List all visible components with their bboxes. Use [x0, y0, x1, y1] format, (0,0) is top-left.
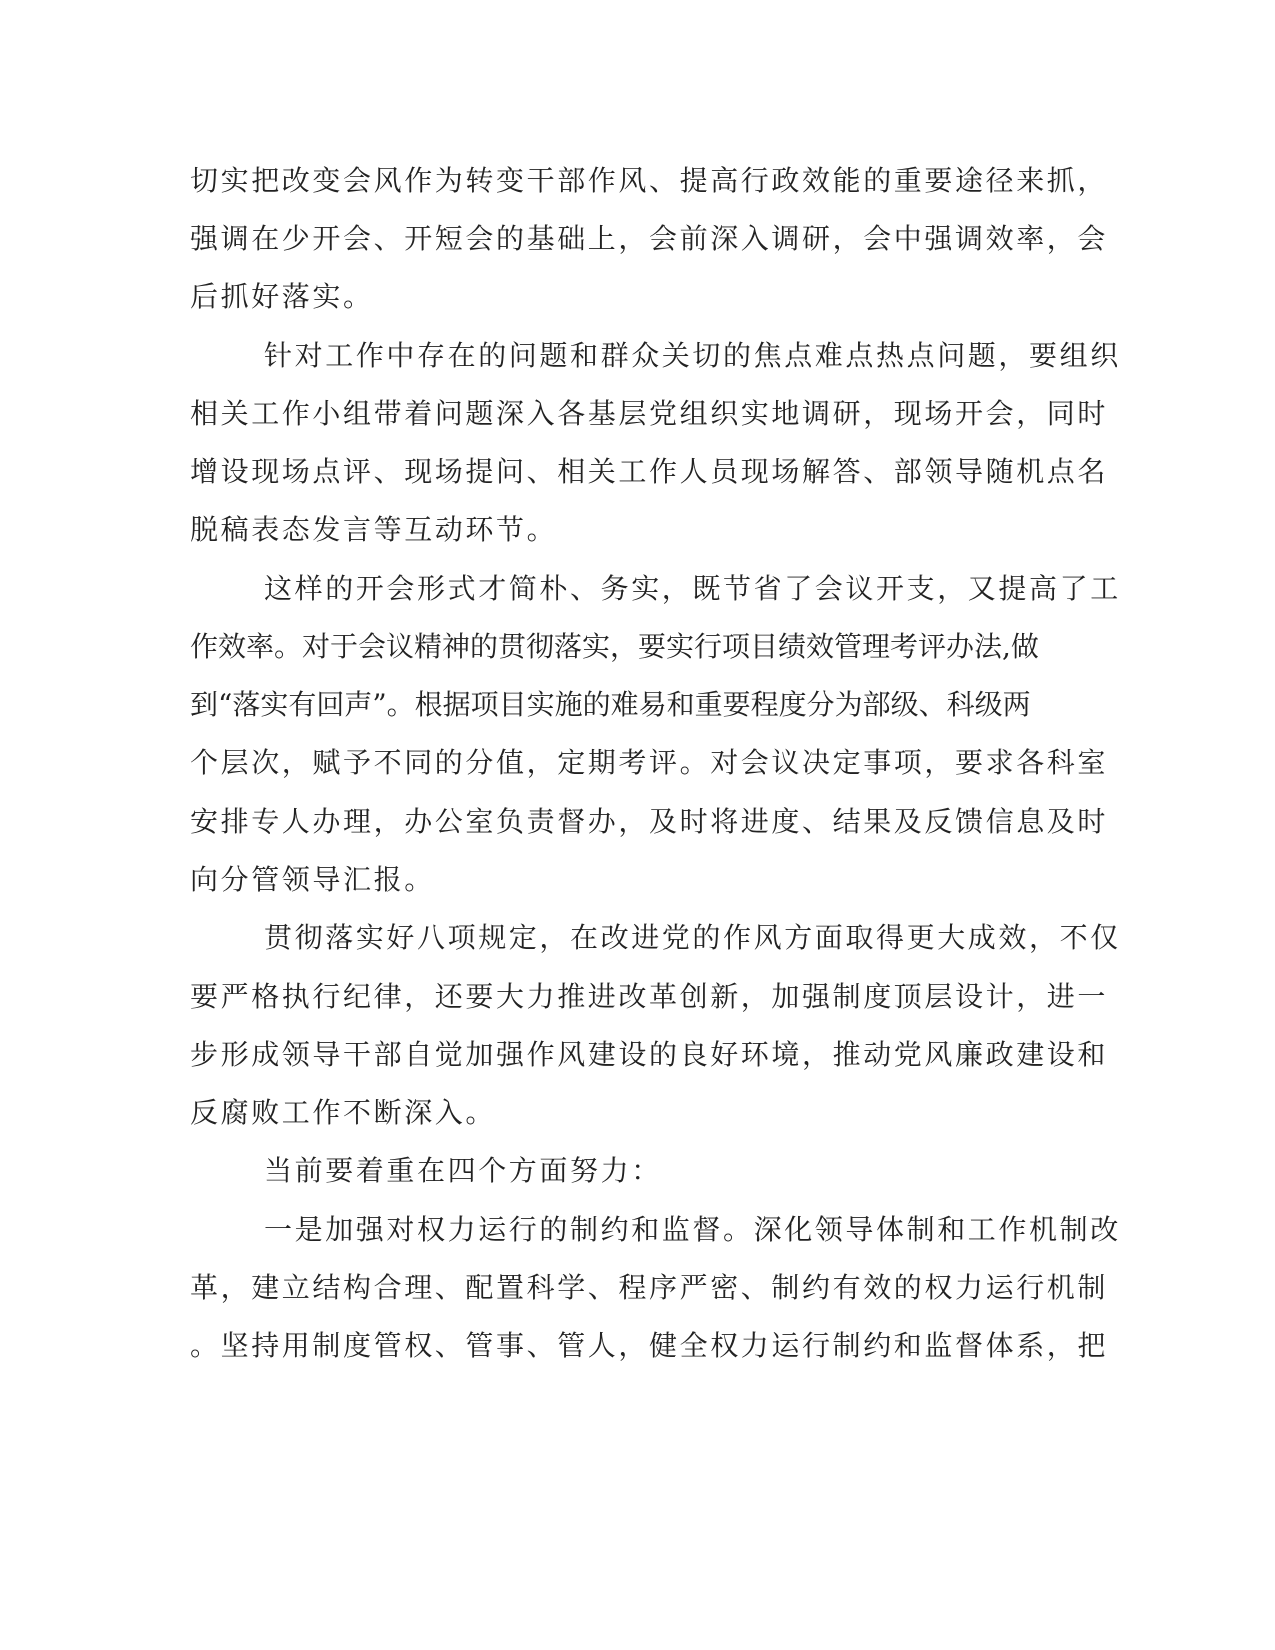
body-text-line: 后抓好落实。 [190, 280, 374, 313]
body-text-line: 脱稿表态发言等互动环节。 [190, 513, 558, 546]
body-text-line: 革，建立结构合理、配置科学、程序严密、制约有效的权力运行机制 [190, 1271, 1109, 1304]
body-text-line: 相关工作小组带着问题深入各基层党组织实地调研，现场开会，同时 [190, 397, 1109, 430]
body-text-line: 向分管领导汇报。 [190, 863, 435, 896]
body-text-line: 个层次，赋予不同的分值，定期考评。对会议决定事项，要求各科室 [190, 746, 1109, 779]
paragraph-first-line: 这样的开会形式才简朴、务实，既节省了会议开支，又提高了工 [264, 572, 1121, 605]
paragraph-first-line: 一是加强对权力运行的制约和监督。深化领导体制和工作机制改 [264, 1213, 1121, 1246]
paragraph-first-line: 贯彻落实好八项规定，在改进党的作风方面取得更大成效，不仅 [264, 921, 1121, 954]
paragraph-first-line: 针对工作中存在的问题和群众关切的焦点难点热点问题，要组织 [264, 339, 1121, 372]
body-text-line: 作效率。对于会议精神的贯彻落实，要实行项目绩效管理考评办法,做 [190, 630, 1039, 663]
body-text-line: 。坚持用制度管权、管事、管人，健全权力运行制约和监督体系，把 [190, 1329, 1109, 1362]
paragraph-first-line: 当前要着重在四个方面努力： [264, 1154, 662, 1187]
body-text-line: 强调在少开会、开短会的基础上，会前深入调研，会中强调效率，会 [190, 222, 1109, 255]
body-text-line: 要严格执行纪律，还要大力推进改革创新，加强制度顶层设计，进一 [190, 980, 1109, 1013]
body-text-line: 切实把改变会风作为转变干部作风、提高行政效能的重要途径来抓， [190, 164, 1109, 197]
body-text-line: 步形成领导干部自觉加强作风建设的良好环境，推动党风廉政建设和 [190, 1038, 1109, 1071]
body-text-line: 安排专人办理，办公室负责督办，及时将进度、结果及反馈信息及时 [190, 805, 1109, 838]
body-text-line: 到“落实有回声”。根据项目实施的难易和重要程度分为部级、科级两 [190, 688, 1031, 721]
body-text-line: 反腐败工作不断深入。 [190, 1096, 497, 1129]
body-text-line: 增设现场点评、现场提问、相关工作人员现场解答、部领导随机点名 [190, 455, 1109, 488]
